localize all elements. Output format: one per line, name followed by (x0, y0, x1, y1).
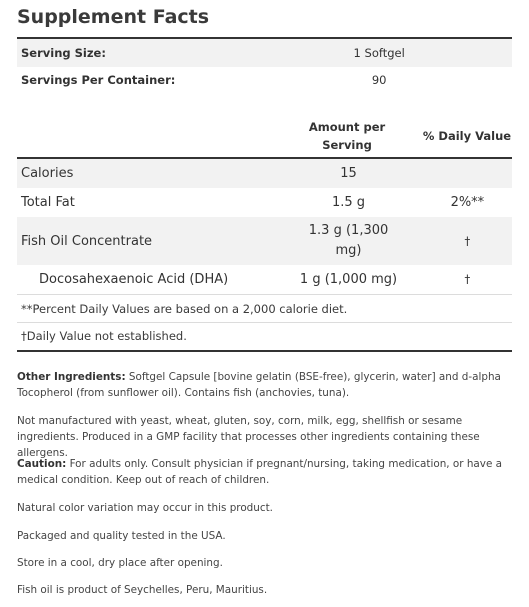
nutrient-name: Fish Oil Concentrate (21, 233, 153, 249)
table-row (17, 217, 512, 265)
nutrient-amount: 1 g (1,000 mg) (299, 271, 398, 287)
nutrient-table (17, 115, 512, 157)
percent-footnote: **Percent Daily Values are based on a 2,000 calorie diet. (21, 302, 348, 316)
nutrient-dv: 2%** (450, 195, 485, 210)
dagger-footnote: †Daily Value not established. (21, 329, 187, 343)
servings-per-container-label: Servings Per Container: (21, 73, 176, 87)
servings-per-container-value: 90 (371, 73, 387, 87)
column-header-row (17, 115, 512, 157)
serving-size-label: Serving Size: (21, 46, 106, 60)
other-ingredients-text: Softgel Capsule [bovine gelatin (BSE-free), glycerin, water] and d-alpha Tocopherol (from sunflower oil). Contains fish (anchovies, tuna). (17, 371, 501, 399)
caution-label: Caution: (17, 458, 67, 470)
nutrient-dv: † (464, 272, 471, 286)
nutrient-name: Docosahexaenoic Acid (DHA) (39, 271, 229, 287)
nutrient-amount: 1.3 g (1,300 mg) (308, 223, 389, 258)
caution-text: For adults only. Consult physician if pregnant/nursing, taking medication, or have a medical condition. Keep out of reach of children. (17, 458, 503, 486)
serving-table (17, 39, 512, 93)
footnote-divider (17, 294, 512, 295)
table-row (17, 265, 512, 293)
nutrient-name: Calories (21, 166, 74, 181)
storage-note: Store in a cool, dry place after opening. (17, 557, 223, 569)
allergen-statement: Not manufactured with yeast, wheat, gluten, soy, corn, milk, egg, shellfish or sesame ingredients. Produced in a GMP facility that processes other ingredients containing these allergens. (17, 415, 480, 459)
nutrient-dv: † (464, 234, 471, 248)
nutrient-amount: 1.5 g (331, 195, 366, 210)
daily-value-header: % Daily Value (422, 129, 512, 143)
color-variation-note: Natural color variation may occur in this product. (17, 502, 273, 514)
origin-note: Fish oil is product of Seychelles, Peru, Mauritius. (17, 584, 268, 596)
footnote-divider (17, 322, 512, 323)
packaged-note: Packaged and quality tested in the USA. (17, 530, 226, 542)
caution-statement (17, 456, 512, 488)
other-ingredients-label: Other Ingredients: (17, 371, 126, 383)
panel-bottom-rule (17, 350, 512, 352)
nutrient-amount: 15 (340, 166, 357, 181)
servings-per-container-row (17, 67, 512, 93)
table-row (17, 188, 512, 217)
panel-title: Supplement Facts (17, 6, 210, 28)
table-row (17, 159, 512, 188)
nutrient-rows (17, 159, 512, 293)
serving-size-row (17, 39, 512, 67)
nutrient-name: Total Fat (21, 195, 75, 210)
amount-per-serving-header: Amount per Serving (308, 120, 386, 152)
nutrient-dv (423, 159, 512, 188)
other-ingredients (17, 369, 512, 401)
serving-size-value: 1 Softgel (353, 46, 405, 60)
